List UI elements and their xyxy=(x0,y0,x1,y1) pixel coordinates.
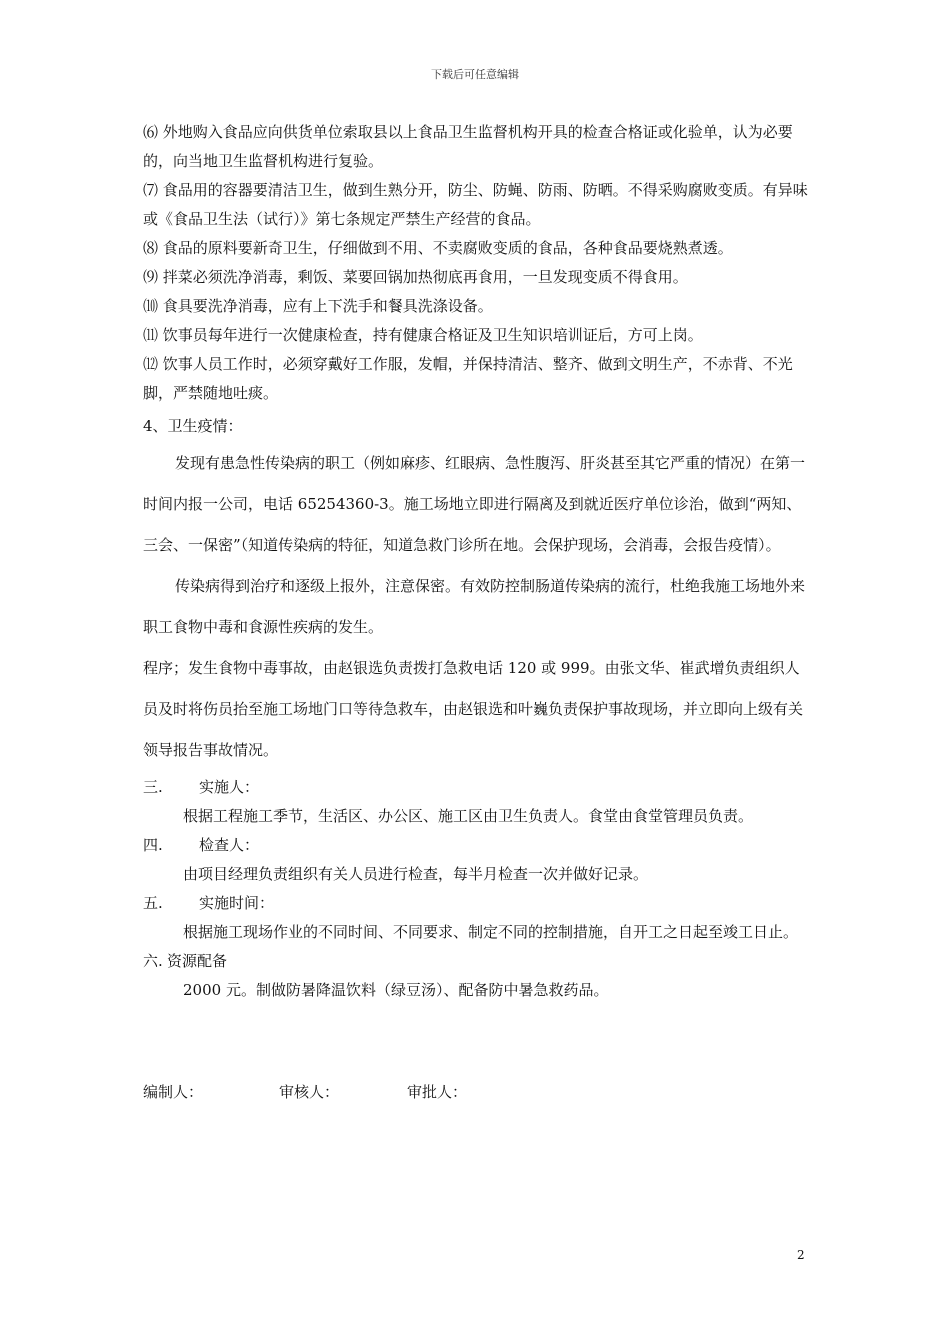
page-header: 下载后可任意编辑 xyxy=(431,68,519,81)
approver-label: 审批人： xyxy=(407,1083,468,1101)
list-item: ⑼ 拌菜必须洗净消毒，剩饭、菜要回锅加热彻底再食用，一旦发现变质不得食用。 xyxy=(143,268,688,286)
section-4b-heading xyxy=(143,831,813,860)
section-5-heading xyxy=(143,889,813,918)
section-3-heading xyxy=(143,773,813,802)
section-4b-body: 由项目经理负责组织有关人员进行检查，每半月检查一次并做好记录。 xyxy=(183,865,649,883)
section-5-body: 根据施工现场作业的不同时间、不同要求、制定不同的控制措施，自开工之日起至竣工日止。 xyxy=(183,923,799,941)
section-title: 资源配备 xyxy=(167,952,228,970)
section-number: 四. xyxy=(143,836,163,854)
signature-line xyxy=(143,1078,467,1107)
section-title: 实施时间： xyxy=(199,894,275,912)
section-3-body: 根据工程施工季节，生活区、办公区、施工区由卫生负责人。食堂由食堂管理员负责。 xyxy=(183,807,754,825)
section-4-procedure: 程序；发生食物中毒事故，由赵银选负责拨打急救电话 120 或 999。由张文华、崔武增负责组织人员及时将伤员抬至施工场地门口等待急救车，由赵银选和叶巍负责保护事故现场，并立即向上级有关领导报告事故情况。 xyxy=(143,659,804,759)
list-item: ⑽ 食具要洗净消毒，应有上下洗手和餐具洗涤设备。 xyxy=(143,297,493,315)
list-item: ⑺ 食品用的容器要清洁卫生，做到生熟分开，防尘、防蝇、防雨、防晒。不得采购腐败变质。有异味或《食品卫生法（试行）》第七条规定严禁生产经营的食品。 xyxy=(143,181,808,228)
reviewer-label: 审核人： xyxy=(279,1083,340,1101)
list-item: ⑾ 饮事员每年进行一次健康检查，持有健康合格证及卫生知识培训证后，方可上岗。 xyxy=(143,326,703,344)
list-item: ⑿ 饮事人员工作时，必须穿戴好工作服，发帽，并保持清洁、整齐、做到文明生产，不赤背、不光脚，严禁随地吐痰。 xyxy=(143,355,793,402)
section-number: 三. xyxy=(143,778,163,796)
section-number: 五. xyxy=(143,894,163,912)
list-item: ⑹ 外地购入食品应向供货单位索取县以上食品卫生监督机构开具的检查合格证或化验单，认为必要的，向当地卫生监督机构进行复验。 xyxy=(143,123,793,170)
section-4-title: 4、卫生疫情： xyxy=(143,417,243,435)
section-number: 六. xyxy=(143,952,163,970)
compiler-label: 编制人： xyxy=(143,1083,204,1101)
section-6-heading xyxy=(143,947,813,976)
document-body xyxy=(143,118,813,1005)
section-4-paragraph: 传染病得到治疗和逐级上报外，注意保密。有效防控制肠道传染病的流行，杜绝我施工场地外来职工食物中毒和食源性疾病的发生。 xyxy=(143,577,806,636)
section-6-body: 2000 元。制做防暑降温饮料（绿豆汤）、配备防中暑急救药品。 xyxy=(183,981,609,999)
section-title: 检查人： xyxy=(199,836,260,854)
page-number: 2 xyxy=(797,1248,805,1262)
section-title: 实施人： xyxy=(199,778,260,796)
section-4-paragraph: 发现有患急性传染病的职工（例如麻疹、红眼病、急性腹泻、肝炎甚至其它严重的情况）在第一时间内报一公司，电话 65254360-3。施工场地立即进行隔离及到就近医疗单位诊治，做到“两知、三会、一保密”（知道传染病的特征，知道急救门诊所在地。会保护现场，会消毒，会报告疫情）。 xyxy=(143,454,806,554)
list-item: ⑻ 食品的原料要新奇卫生，仔细做到不用、不卖腐败变质的食品，各种食品要烧熟煮透。 xyxy=(143,239,733,257)
